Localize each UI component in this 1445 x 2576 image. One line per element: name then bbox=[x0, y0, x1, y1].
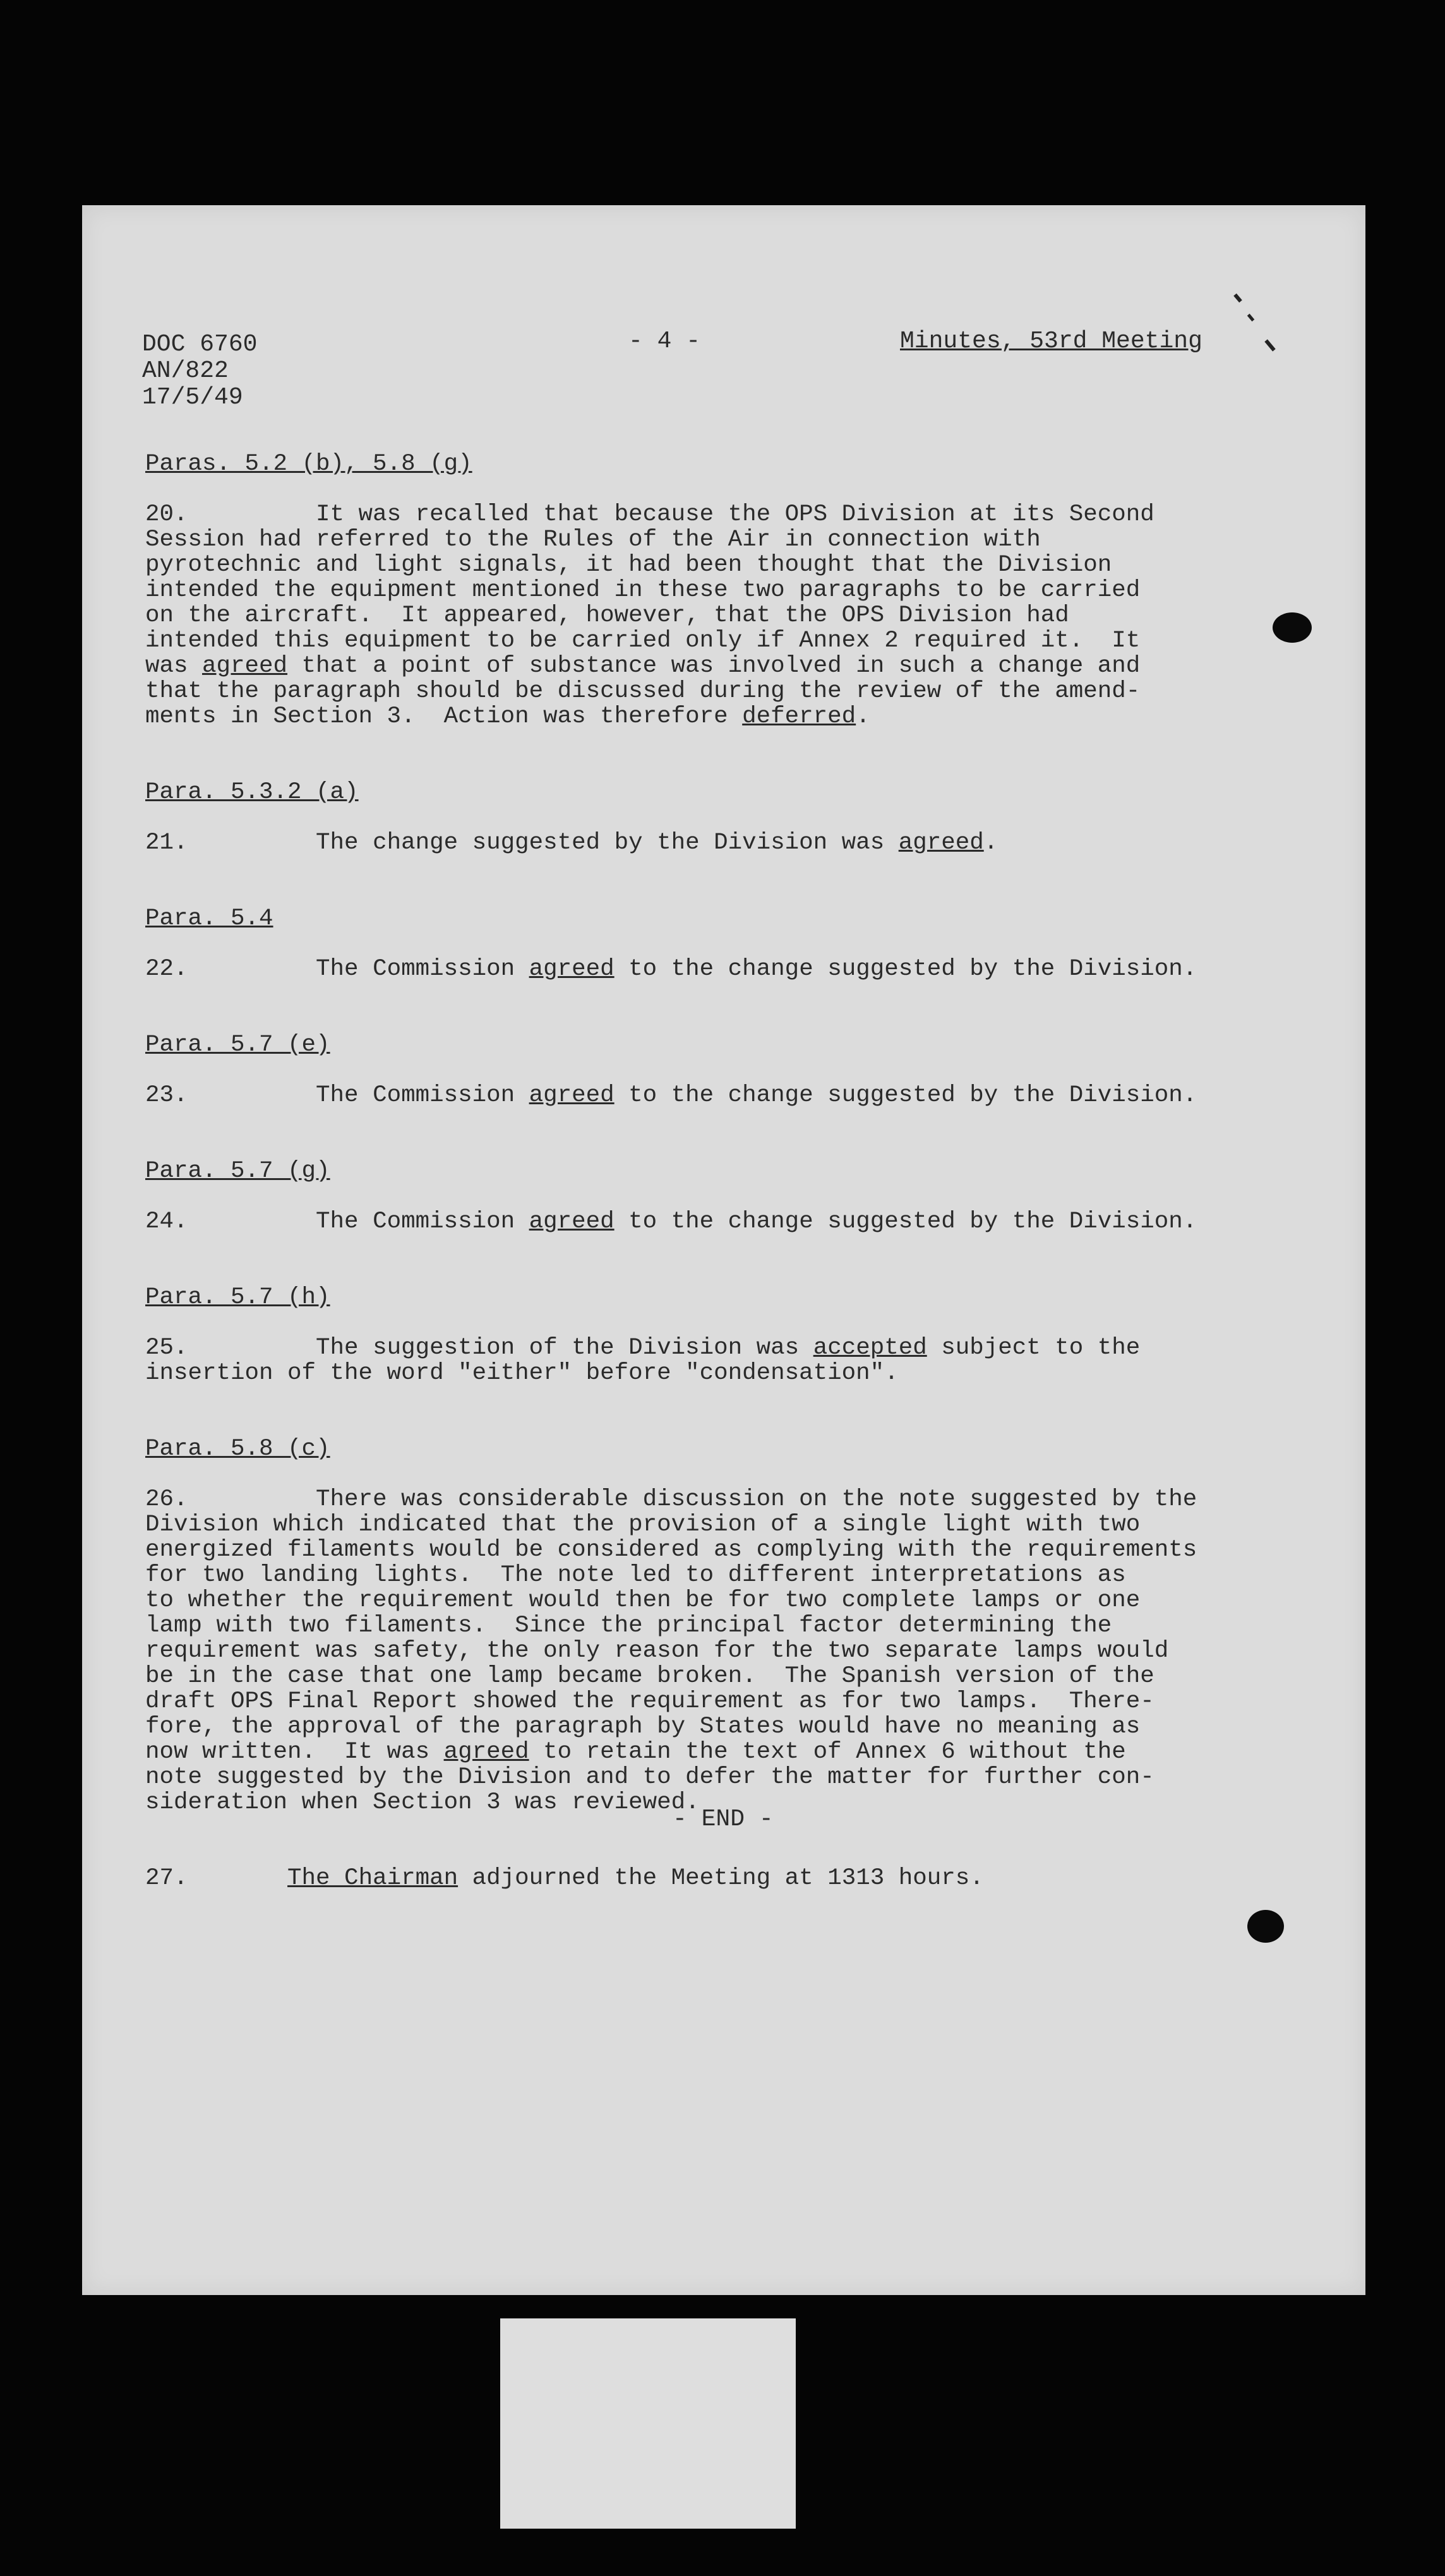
text-fragment: now written. It was bbox=[145, 1739, 444, 1765]
paragraph-24 bbox=[145, 1209, 1345, 1234]
paragraph-20 bbox=[145, 502, 1345, 729]
end-marker: - END - bbox=[673, 1806, 774, 1833]
paragraph-25 bbox=[145, 1335, 1345, 1386]
text-fragment: was bbox=[145, 653, 203, 679]
paragraph-number: 25. bbox=[145, 1335, 188, 1361]
section-heading: Para. 5.8 (c) bbox=[145, 1436, 330, 1462]
text-line: It was recalled that because the OPS Division at its Second bbox=[188, 501, 1154, 528]
doc-reference bbox=[142, 331, 257, 411]
text-line: lamp with two filaments. Since the principal factor determining the bbox=[145, 1613, 1112, 1639]
text-line: pyrotechnic and light signals, it had been thought that the Division bbox=[145, 552, 1112, 578]
paragraph-21 bbox=[145, 830, 1345, 856]
ink-blot bbox=[1273, 612, 1312, 643]
text-line: insertion of the word "either" before "condensation". bbox=[145, 1360, 899, 1386]
text-line: sideration when Section 3 was reviewed. bbox=[145, 1789, 700, 1816]
underlined-word: agreed bbox=[529, 1082, 615, 1109]
text-fragment: to the change suggested by the Division. bbox=[614, 956, 1197, 982]
underlined-word: agreed bbox=[529, 1208, 615, 1235]
text-fragment: that a point of substance was involved in such a change and bbox=[287, 653, 1141, 679]
paragraph-number: 22. bbox=[145, 956, 188, 982]
paragraph-number: 21. bbox=[145, 830, 188, 856]
underlined-word: The Chairman bbox=[287, 1865, 459, 1892]
text-fragment: The Commission bbox=[188, 956, 529, 982]
paragraph-number: 24. bbox=[145, 1208, 188, 1235]
text-line: draft OPS Final Report showed the requirement as for two lamps. There- bbox=[145, 1688, 1154, 1715]
text-fragment: to the change suggested by the Division. bbox=[614, 1082, 1197, 1109]
text-fragment: The Commission bbox=[188, 1208, 529, 1235]
document-page bbox=[82, 205, 1365, 2295]
scratch-mark bbox=[1247, 314, 1255, 321]
scratch-mark bbox=[1264, 339, 1275, 351]
section-heading: Paras. 5.2 (b), 5.8 (g) bbox=[145, 451, 472, 477]
underlined-word: accepted bbox=[813, 1335, 927, 1361]
text-fragment: The Commission bbox=[188, 1082, 529, 1109]
section-heading: Para. 5.7 (e) bbox=[145, 1032, 330, 1058]
paragraph-22 bbox=[145, 957, 1345, 982]
text-line: requirement was safety, the only reason for the two separate lamps would bbox=[145, 1638, 1169, 1664]
doc-date: 17/5/49 bbox=[142, 384, 243, 411]
text-fragment: adjourned the Meeting at 1313 hours. bbox=[458, 1865, 984, 1892]
section-heading: Para. 5.3.2 (a) bbox=[145, 779, 359, 806]
paragraph-26 bbox=[145, 1487, 1345, 1815]
blank-label-card bbox=[500, 2318, 796, 2529]
text-line: energized filaments would be considered as complying with the requirements bbox=[145, 1537, 1197, 1563]
section-heading: Para. 5.4 bbox=[145, 905, 273, 932]
scratch-mark bbox=[1233, 294, 1242, 303]
text-line: to whether the requirement would then be for two complete lamps or one bbox=[145, 1587, 1141, 1614]
underlined-word: agreed bbox=[202, 653, 288, 679]
section-heading: Para. 5.7 (h) bbox=[145, 1284, 330, 1311]
text-fragment: to the change suggested by the Division. bbox=[614, 1208, 1197, 1235]
paragraph-number: 27. bbox=[145, 1865, 188, 1892]
doc-number: DOC 6760 bbox=[142, 331, 258, 358]
page-number: - 4 - bbox=[628, 328, 701, 355]
text-line: intended the equipment mentioned in these two paragraphs to be carried bbox=[145, 577, 1141, 604]
text-line: Session had referred to the Rules of the Air in connection with bbox=[145, 527, 1041, 553]
text-line: that the paragraph should be discussed during the review of the amend- bbox=[145, 678, 1141, 705]
text-fragment: subject to the bbox=[926, 1335, 1141, 1361]
paragraph-number: 23. bbox=[145, 1082, 188, 1109]
text-fragment: The change suggested by the Division was bbox=[188, 830, 899, 856]
text-fragment: . bbox=[856, 703, 870, 730]
paragraph-number: 26. bbox=[145, 1486, 188, 1513]
paragraph-23 bbox=[145, 1083, 1345, 1108]
an-number: AN/822 bbox=[142, 357, 229, 385]
underlined-word: agreed bbox=[898, 830, 984, 856]
underlined-word: agreed bbox=[443, 1739, 529, 1765]
text-fragment: The suggestion of the Division was bbox=[188, 1335, 813, 1361]
text-line: intended this equipment to be carried only if Annex 2 required it. It bbox=[145, 628, 1141, 654]
section-heading: Para. 5.7 (g) bbox=[145, 1158, 330, 1184]
text-line: on the aircraft. It appeared, however, that the OPS Division had bbox=[145, 602, 1069, 629]
minutes-body bbox=[145, 451, 1345, 1891]
text-line: fore, the approval of the paragraph by States would have no meaning as bbox=[145, 1714, 1141, 1740]
text-line: Division which indicated that the provision of a single light with two bbox=[145, 1512, 1141, 1538]
ink-blot bbox=[1247, 1910, 1284, 1943]
minutes-title: Minutes, 53rd Meeting bbox=[900, 328, 1202, 355]
text-line: be in the case that one lamp became broken. The Spanish version of the bbox=[145, 1663, 1154, 1690]
text-line: for two landing lights. The note led to different interpretations as bbox=[145, 1562, 1126, 1589]
underlined-word: agreed bbox=[529, 956, 615, 982]
text-fragment: to retain the text of Annex 6 without the bbox=[529, 1739, 1126, 1765]
underlined-word: deferred bbox=[742, 703, 856, 730]
text-line: note suggested by the Division and to defer the matter for further con- bbox=[145, 1764, 1154, 1791]
text-fragment: ments in Section 3. Action was therefore bbox=[145, 703, 743, 730]
text-fragment: . bbox=[983, 830, 998, 856]
paragraph-27 bbox=[145, 1866, 1345, 1891]
paragraph-number: 20. bbox=[145, 501, 188, 528]
text-line: There was considerable discussion on the note suggested by the bbox=[188, 1486, 1197, 1513]
